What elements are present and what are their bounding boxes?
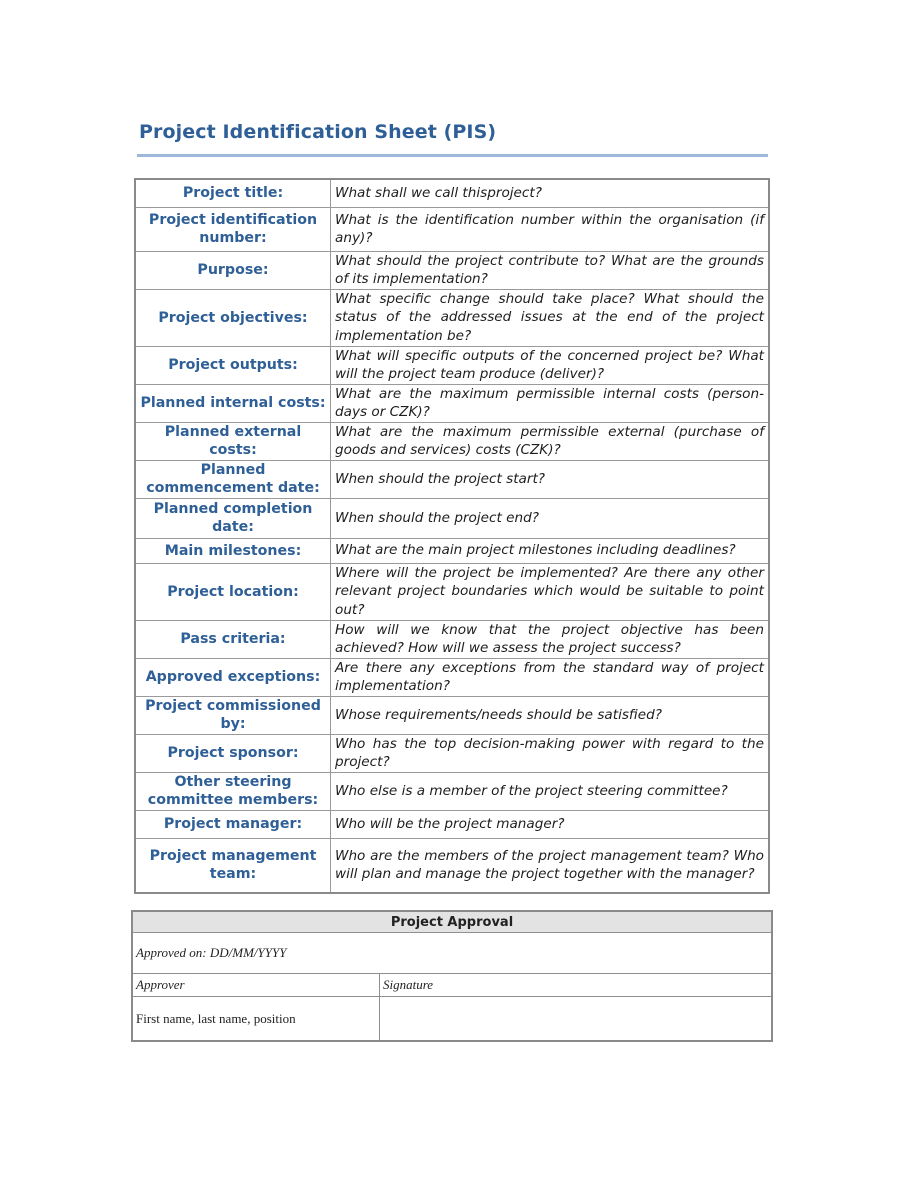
table-row — [135, 810, 769, 838]
row-label: Project title: — [135, 179, 331, 207]
row-value-field[interactable]: What specific change should take place? What should the status of the addressed issues at the end of the project implementation be? — [331, 289, 770, 346]
table-row — [135, 658, 769, 696]
row-value-field[interactable]: Who else is a member of the project steering committee? — [331, 772, 770, 810]
row-value-field[interactable]: Are there any exceptions from the standard way of project implementation? — [331, 658, 770, 696]
approval-header: Project Approval — [132, 911, 772, 933]
row-label: Planned external costs: — [135, 422, 331, 460]
table-row — [135, 384, 769, 422]
row-label: Project management team: — [135, 838, 331, 893]
row-value-field[interactable]: Where will the project be implemented? Are there any other relevant project boundaries which would be suitable to point out? — [331, 563, 770, 620]
row-label: Planned completion date: — [135, 498, 331, 538]
row-label: Project objectives: — [135, 289, 331, 346]
row-value-field[interactable]: What are the main project milestones including deadlines? — [331, 538, 770, 563]
table-row — [135, 289, 769, 346]
row-label: Project location: — [135, 563, 331, 620]
row-label: Pass criteria: — [135, 620, 331, 658]
table-row — [135, 207, 769, 251]
title-underline — [137, 154, 768, 157]
row-value-field[interactable]: Who has the top decision-making power with regard to the project? — [331, 734, 770, 772]
table-row — [135, 179, 769, 207]
table-row — [135, 696, 769, 734]
signature-label: Signature — [380, 974, 773, 997]
table-row — [135, 498, 769, 538]
table-row — [135, 772, 769, 810]
table-row — [135, 563, 769, 620]
row-label: Project identification number: — [135, 207, 331, 251]
row-label: Approved exceptions: — [135, 658, 331, 696]
row-value-field[interactable]: Who are the members of the project management team? Who will plan and manage the project together with the manager? — [331, 838, 770, 893]
row-value-field[interactable]: How will we know that the project objective has been achieved? How will we assess the project success? — [331, 620, 770, 658]
table-row — [135, 422, 769, 460]
row-label: Main milestones: — [135, 538, 331, 563]
row-label: Purpose: — [135, 251, 331, 289]
table-row — [135, 838, 769, 893]
row-value-field[interactable]: What are the maximum permissible internal costs (person-days or CZK)? — [331, 384, 770, 422]
row-value-field[interactable]: What shall we call thisproject? — [331, 179, 770, 207]
table-row — [135, 251, 769, 289]
table-row — [135, 346, 769, 384]
row-value-field[interactable]: What will specific outputs of the concerned project be? What will the project team produce (deliver)? — [331, 346, 770, 384]
approver-field[interactable]: First name, last name, position — [132, 997, 380, 1042]
signature-field[interactable] — [380, 997, 773, 1042]
row-value-field[interactable]: Who will be the project manager? — [331, 810, 770, 838]
row-label: Project manager: — [135, 810, 331, 838]
row-label: Project commissioned by: — [135, 696, 331, 734]
page-title: Project Identification Sheet (PIS) — [139, 121, 497, 143]
row-label: Other steering committee members: — [135, 772, 331, 810]
approval-table — [131, 910, 773, 1042]
row-label: Project outputs: — [135, 346, 331, 384]
table-row — [135, 620, 769, 658]
row-label: Project sponsor: — [135, 734, 331, 772]
row-value-field[interactable]: What should the project contribute to? What are the grounds of its implementation? — [331, 251, 770, 289]
pis-table — [134, 178, 770, 894]
approved-on-field[interactable]: Approved on: DD/MM/YYYY — [132, 933, 772, 974]
row-label: Planned commencement date: — [135, 460, 331, 498]
table-row — [135, 538, 769, 563]
row-label: Planned internal costs: — [135, 384, 331, 422]
table-row — [135, 460, 769, 498]
row-value-field[interactable]: What is the identification number within the organisation (if any)? — [331, 207, 770, 251]
row-value-field[interactable]: What are the maximum permissible external (purchase of goods and services) costs (CZK)? — [331, 422, 770, 460]
approver-label: Approver — [132, 974, 380, 997]
table-row — [135, 734, 769, 772]
row-value-field[interactable]: Whose requirements/needs should be satisfied? — [331, 696, 770, 734]
row-value-field[interactable]: When should the project end? — [331, 498, 770, 538]
row-value-field[interactable]: When should the project start? — [331, 460, 770, 498]
